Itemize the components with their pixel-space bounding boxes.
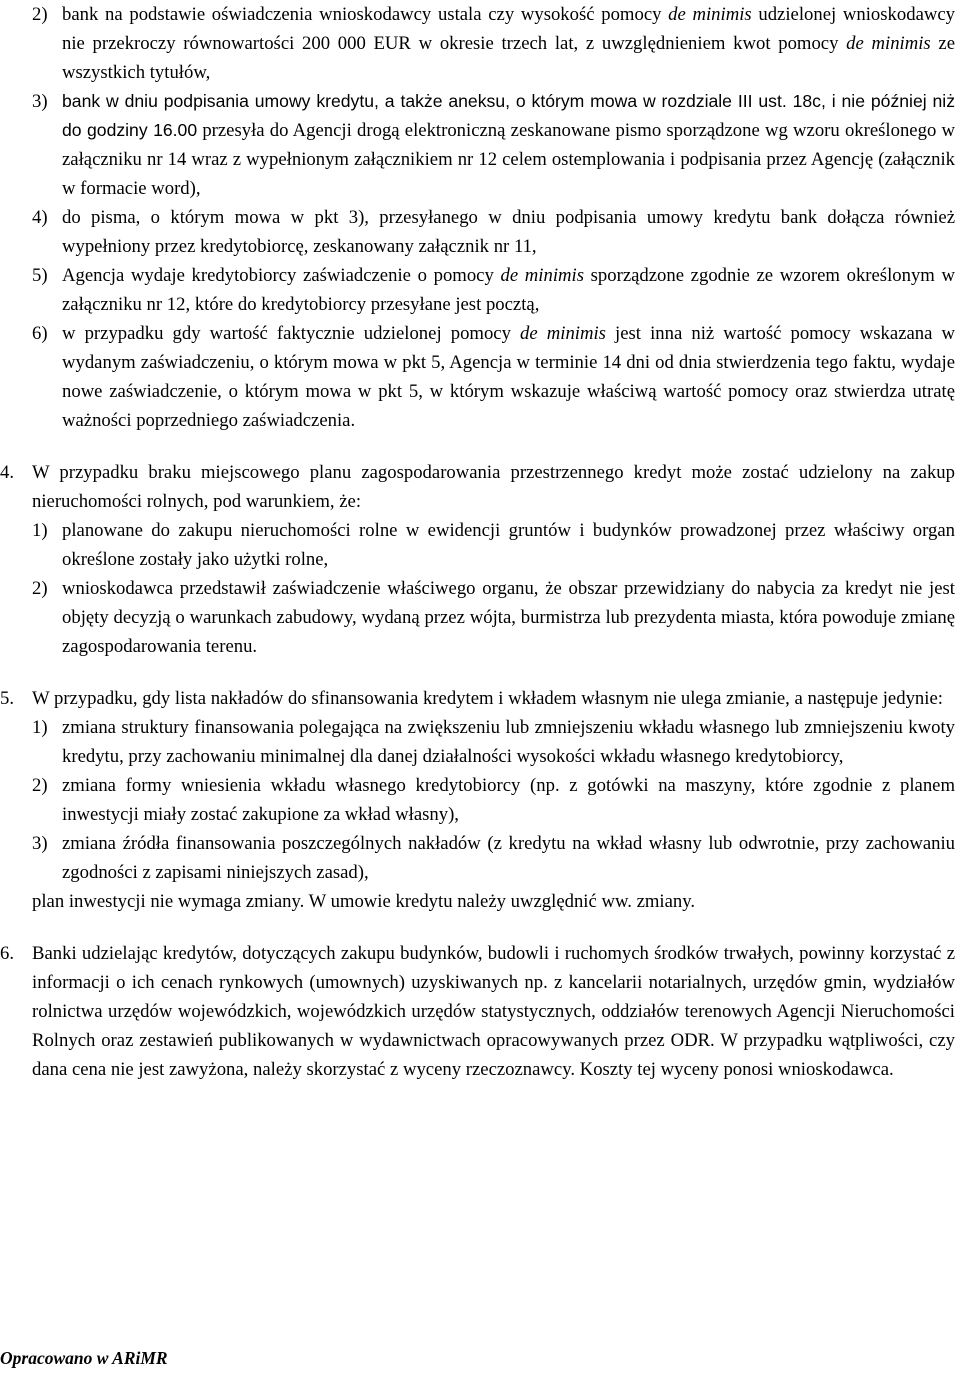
section-number: 4. [0,462,15,483]
list-number: 1) [32,520,48,541]
section-4-intro: 4. W przypadku braku miejscowego planu zagospodarowania przestrzennego kredyt może zostać udzielony na zakup nieruchomości rolnych, pod warunkiem, że: [32,458,955,516]
section-number: 6. [0,943,15,964]
list-top [0,0,960,435]
list-number: 5) [32,265,48,286]
section-5-item-2: 2) zmiana formy wniesienia wkładu własnego kredytobiorcy (np. z gotówki na maszyny, które zgodnie z planem inwestycji miały zostać zakupione za wkład własny), [62,771,955,829]
list-number: 3) [32,91,48,112]
section-5-intro: 5. W przypadku, gdy lista nakładów do sfinansowania kredytem i wkładem własnym nie ulega zmianie, a następuje jedynie: [32,684,955,713]
list-number: 2) [32,775,48,796]
section-5-item-1: 1) zmiana struktury finansowania polegająca na zwiększeniu lub zmniejszeniu wkładu własnego lub zmniejszeniu kwoty kredytu, przy zachowaniu minimalnej dla danej działalności wysokości wkładu własnego kredytobiorcy, [62,713,955,771]
list-number: 1) [32,717,48,738]
list-item-3: 3) bank w dniu podpisania umowy kredytu, a także aneksu, o którym mowa w rozdziale III ust. 18c, i nie później niż do godziny 16.00 przesyła do Agencji drogą elektroniczną zeskanowane pismo sporządzone wg wzoru określonego w załączniku nr 14 wraz z wypełnionym załącznikiem nr 12 celem ostemplowania i podpisania przez Agencję (załącznik w formacie word), [62,87,955,203]
list-item-5: 5) Agencja wydaje kredytobiorcy zaświadczenie o pomocy de minimis sporządzone zgodnie ze wzorem określonym w załączniku nr 12, które do kredytobiorcy przesyłane jest pocztą, [62,261,955,319]
list-number: 3) [32,833,48,854]
list-item-2: 2) bank na podstawie oświadczenia wnioskodawcy ustala czy wysokość pomocy de minimis udzielonej wnioskodawcy nie przekroczy równowartości 200 000 EUR w okresie trzech lat, z uwzględnieniem kwot pomocy de minimis ze wszystkich tytułów, [62,0,955,87]
section-number: 5. [0,688,15,709]
list-item-6: 6) w przypadku gdy wartość faktycznie udzielonej pomocy de minimis jest inna niż wartość pomocy wskazana w wydanym zaświadczeniu, o którym mowa w pkt 5, Agencja w terminie 14 dni od dnia stwierdzenia tego faktu, wydaje nowe zaświadczenie, o którym mowa w pkt 5, w którym wskazuje właściwą wartość pomocy oraz stwierdza utratę ważności poprzedniego zaświadczenia. [62,319,955,435]
section-5-item-3: 3) zmiana źródła finansowania poszczególnych nakładów (z kredytu na wkład własny lub odwrotnie, przy zachowaniu zgodności z zapisami niniejszych zasad), [62,829,955,887]
footer-credit: Opracowano w ARiMR [0,1348,168,1368]
list-number: 2) [32,578,48,599]
section-5 [0,684,960,916]
list-number: 6) [32,323,48,344]
list-number: 2) [32,4,48,25]
section-6 [0,939,960,1084]
list-item-4: 4) do pisma, o którym mowa w pkt 3), przesyłanego w dniu podpisania umowy kredytu bank dołącza również wypełniony przez kredytobiorcę, zeskanowany załącznik nr 11, [62,203,955,261]
section-6-text: 6. Banki udzielając kredytów, dotyczących zakupu budynków, budowli i ruchomych środków trwałych, powinny korzystać z informacji o ich cenach rynkowych (umownych) uzyskiwanych np. z kancelarii notarialnych, urzędów gmin, wydziałów rolnictwa urzędów wojewódzkich, wojewódzkich urzędów statystycznych, oddziałów terenowych Agencji Nieruchomości Rolnych oraz zestawień publikowanych w wydawnictwach opracowywanych przez ODR. W przypadku wątpliwości, czy dana cena nie jest zawyżona, należy skorzystać z wyceny rzeczoznawcy. Koszty tej wyceny ponosi wnioskodawca. [32,939,955,1084]
section-4-item-2: 2) wnioskodawca przedstawił zaświadczenie właściwego organu, że obszar przewidziany do nabycia za kredyt nie jest objęty decyzją o warunkach zabudowy, wydaną przez wójta, burmistrza lub prezydenta miasta, która powoduje zmianę zagospodarowania terenu. [62,574,955,661]
section-5-outro: plan inwestycji nie wymaga zmiany. W umowie kredytu należy uwzględnić ww. zmiany. [32,891,696,912]
section-4-item-1: 1) planowane do zakupu nieruchomości rolne w ewidencji gruntów i budynków prowadzonej przez właściwy organ określone zostały jako użytki rolne, [62,516,955,574]
section-4 [0,458,960,661]
list-number: 4) [32,207,48,228]
